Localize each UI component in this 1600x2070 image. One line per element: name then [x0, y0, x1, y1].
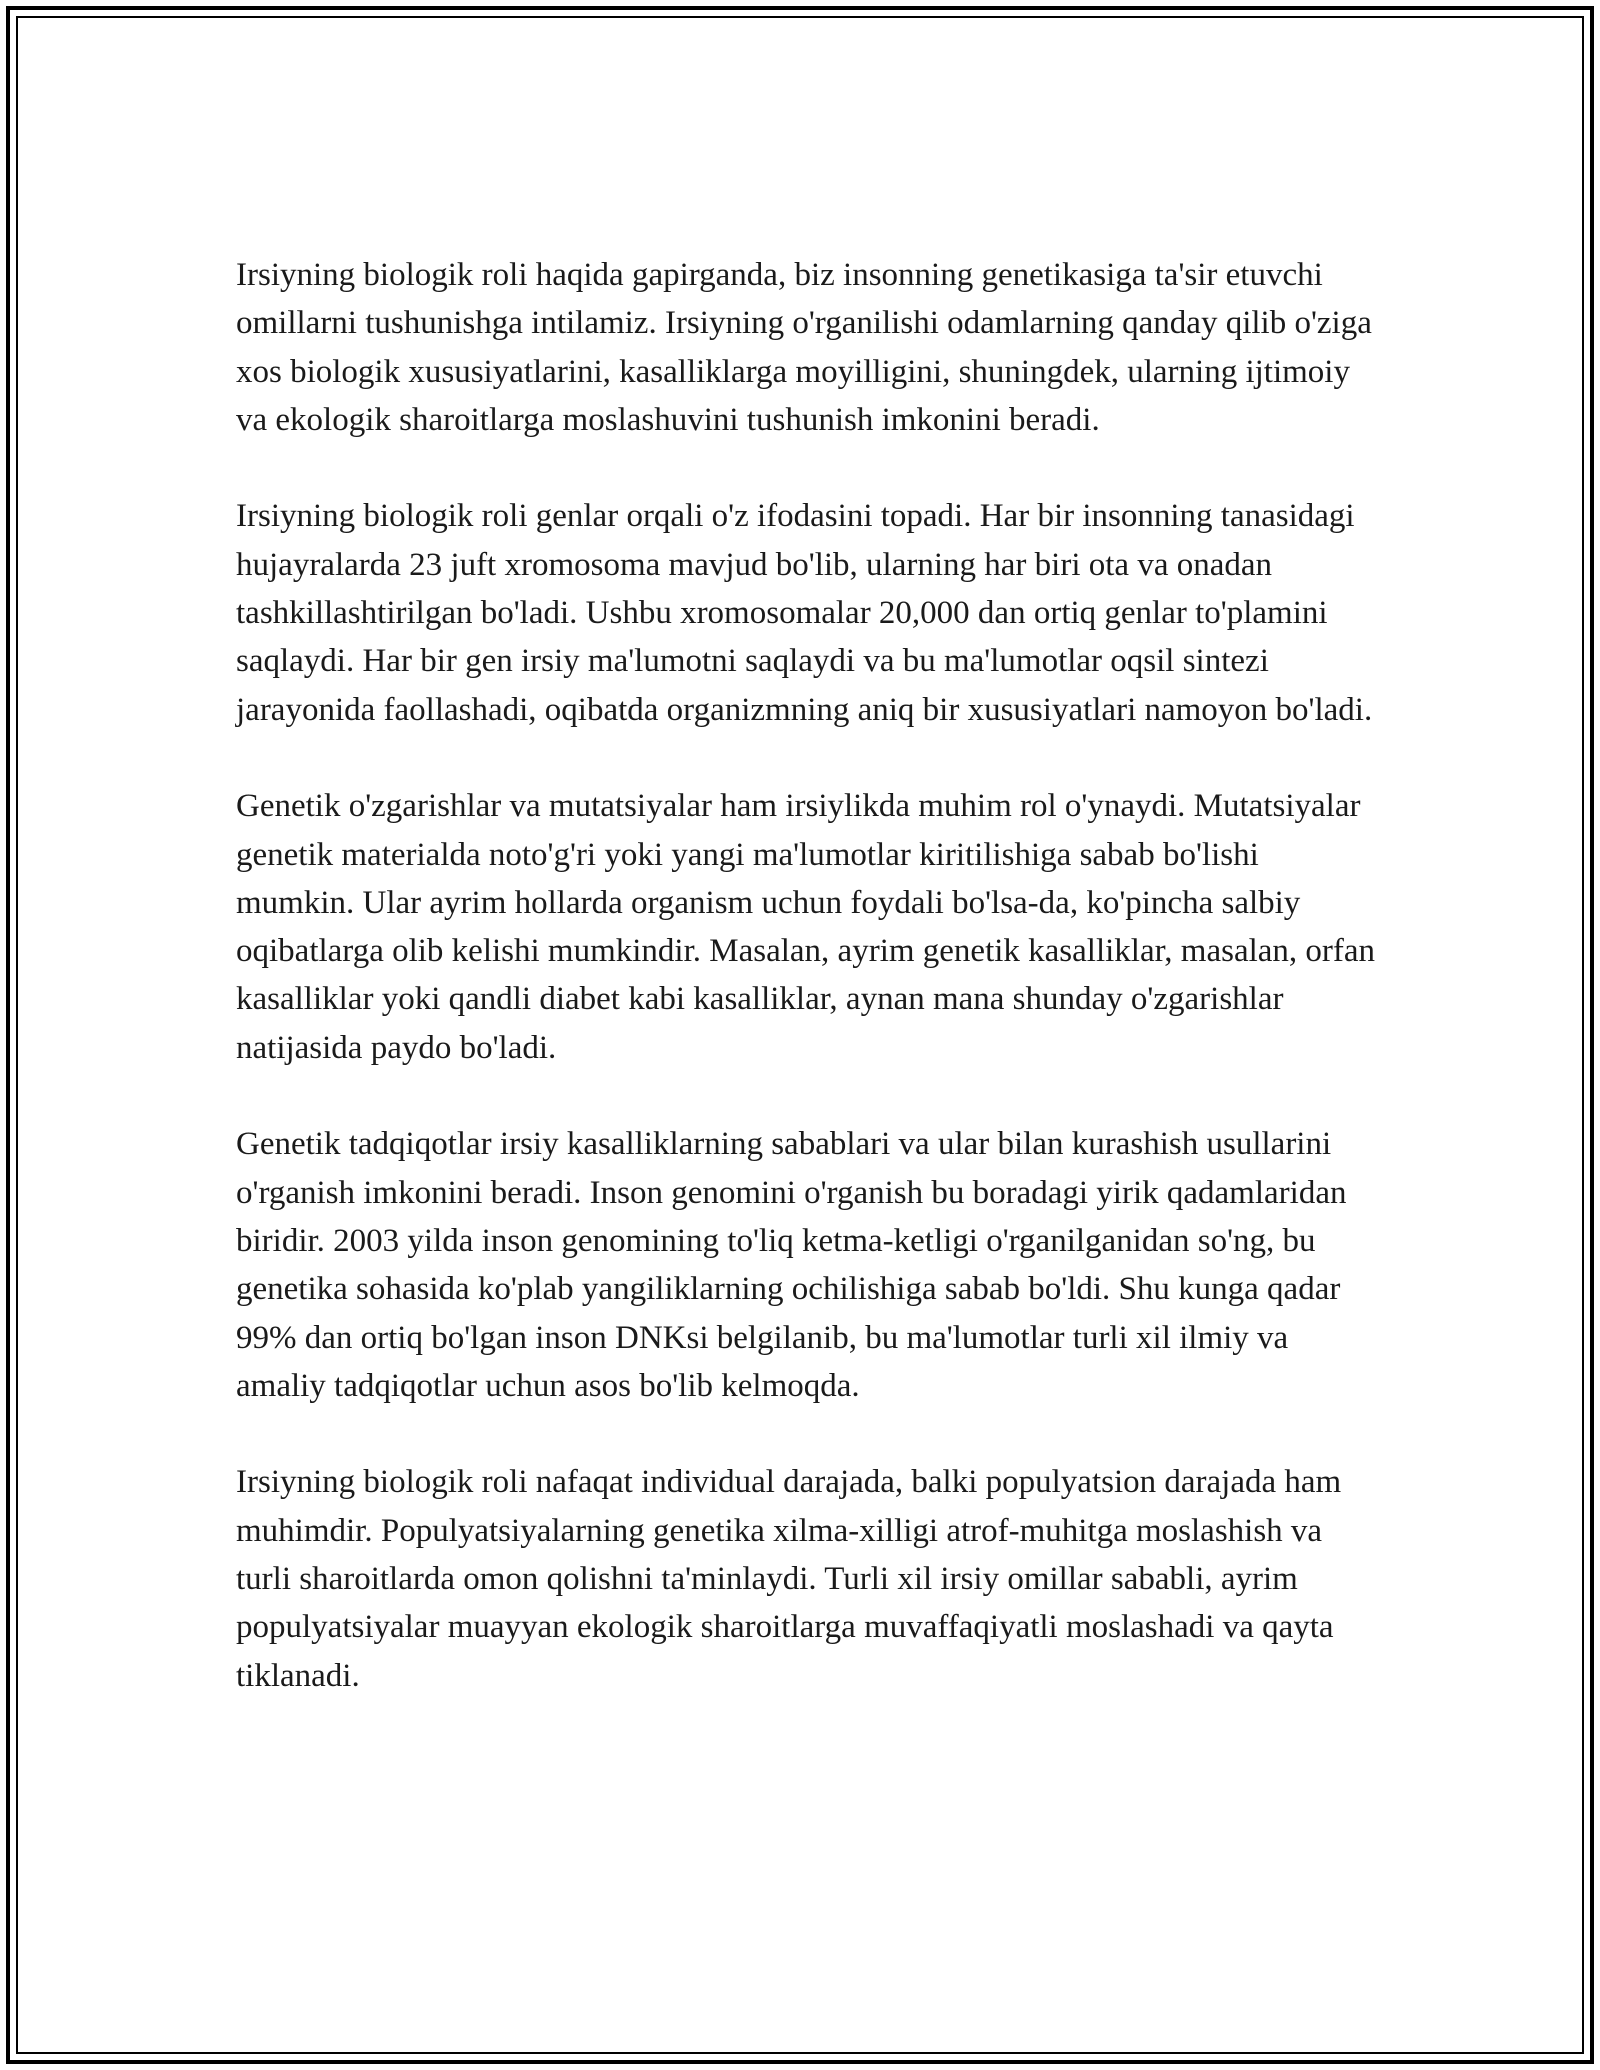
document-body — [236, 251, 1376, 1700]
paragraph-2: Irsiyning biologik roli genlar orqali o'z ifodasini topadi. Har bir insonning tanasidagi hujayralarda 23 juft xromosoma mavjud bo'lib, ularning har biri ota va onadan tashkillashtirilgan bo'ladi. Ushbu xromosomalar 20,000 dan ortiq genlar to'plamini saqlaydi. Har bir gen irsiy ma'lumotni saqlaydi va bu ma'lumotlar oqsil sintezi jarayonida faollashadi, oqibatda organizmning aniq bir xususiyatlari namoyon bo'ladi. — [236, 498, 1373, 728]
paragraph-3: Genetik o'zgarishlar va mutatsiyalar ham irsiylikda muhim rol o'ynaydi. Mutatsiyalar genetik materialda noto'g'ri yoki yangi ma'lumotlar kiritilishiga sabab bo'lishi mumkin. Ular ayrim hollarda organism uchun foydali bo'lsa-da, ko'pincha salbiy oqibatlarga olib kelishi mumkindir. Masalan, ayrim genetik kasalliklar, masalan, orfan kasalliklar yoki qandli diabet kabi kasalliklar, aynan mana shunday o'zgarishlar natijasida paydo bo'ladi. — [236, 788, 1376, 1066]
paragraph-1: Irsiyning biologik roli haqida gapirganda, biz insonning genetikasiga ta'sir etuvchi omillarni tushunishga intilamiz. Irsiyning o'rganilishi odamlarning qanday qilib o'ziga xos biologik xususiyatlarini, kasalliklarga moyilligini, shuningdek, ularning ijtimoiy va ekologik sharoitlarga moslashuvini tushunish imkonini beradi. — [236, 257, 1372, 438]
paragraph-5: Irsiyning biologik roli nafaqat individual darajada, balki populyatsion darajada ham muhimdir. Populyatsiyalarning genetika xilma-xilligi atrof-muhitga moslashish va turli sharoitlarda omon qolishni ta'minlaydi. Turli xil irsiy omillar sababli, ayrim populyatsiyalar muayyan ekologik sharoitlarga muvaffaqiyatli moslashadi va qayta tiklanadi. — [236, 1464, 1342, 1694]
paragraph-4: Genetik tadqiqotlar irsiy kasalliklarning sabablari va ular bilan kurashish usullarini o'rganish imkonini beradi. Inson genomini o'rganish bu boradagi yirik qadamlaridan biridir. 2003 yilda inson genomining to'liq ketma-ketligi o'rganilganidan so'ng, bu genetika sohasida ko'plab yangiliklarning ochilishiga sabab bo'ldi. Shu kunga qadar 99% dan ortiq bo'lgan inson DNKsi belgilanib, bu ma'lumotlar turli xil ilmiy va amaliy tadqiqotlar uchun asos bo'lib kelmoqda. — [236, 1126, 1347, 1404]
